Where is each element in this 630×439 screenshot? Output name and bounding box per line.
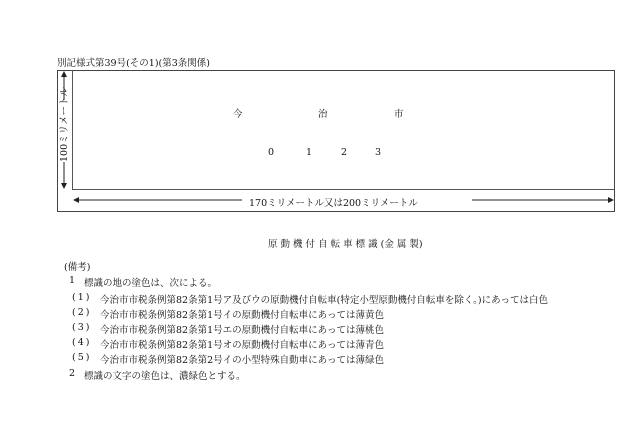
note-2-text: 標識の文字の塗色は、濃緑色とする。 <box>84 371 246 382</box>
notes-heading: (備考) <box>64 262 91 273</box>
plate-char-ima: 今 <box>233 109 243 120</box>
plate-digit-3: 3 <box>375 147 382 158</box>
plate-digit-2: 2 <box>341 147 348 158</box>
sub-item-number: (4) <box>72 337 92 348</box>
note-2-number: 2 <box>69 368 76 379</box>
sub-item-text: 今治市市税条例第82条第1号ア及びウの原動機付自転車(特定小型原動機付自転車を除く。)にあっては白色 <box>100 295 549 306</box>
sub-item-text: 今治市市税条例第82条第1号イの原動機付自転車にあっては薄黄色 <box>100 310 385 321</box>
sub-item-number: (2) <box>72 307 92 318</box>
plate-digit-1: 1 <box>306 147 313 158</box>
plate-char-ji: 治 <box>318 109 328 120</box>
sub-item-text: 今治市市税条例第82条第1号エの原動機付自転車にあっては薄桃色 <box>100 325 385 336</box>
note-1-text: 標識の地の塗色は、次による。 <box>84 278 218 289</box>
sub-item-number: (5) <box>72 352 92 363</box>
sub-item-text: 今治市市税条例第82条第1号オの原動機付自転車にあっては薄青色 <box>100 340 385 351</box>
sub-item-number: (3) <box>72 322 92 333</box>
form-title: 別記様式第39号(その1)(第3条関係) <box>57 58 211 69</box>
plate-digit-0: 0 <box>268 147 275 158</box>
note-1-number: 1 <box>69 275 76 286</box>
plate-caption: 原 動 機 付 自 転 車 標 識 (金 属 製) <box>268 239 423 250</box>
plate-char-shi: 市 <box>394 109 404 120</box>
plate-inner-frame <box>72 70 615 190</box>
width-label: 170ミリメートル又は200ミリメートル <box>249 198 418 209</box>
height-label: 100ミリメートル <box>59 87 70 162</box>
sub-item-number: (1) <box>72 292 92 303</box>
sub-item-text: 今治市市税条例第82条第2号イの小型特殊自動車にあっては薄緑色 <box>100 355 385 366</box>
